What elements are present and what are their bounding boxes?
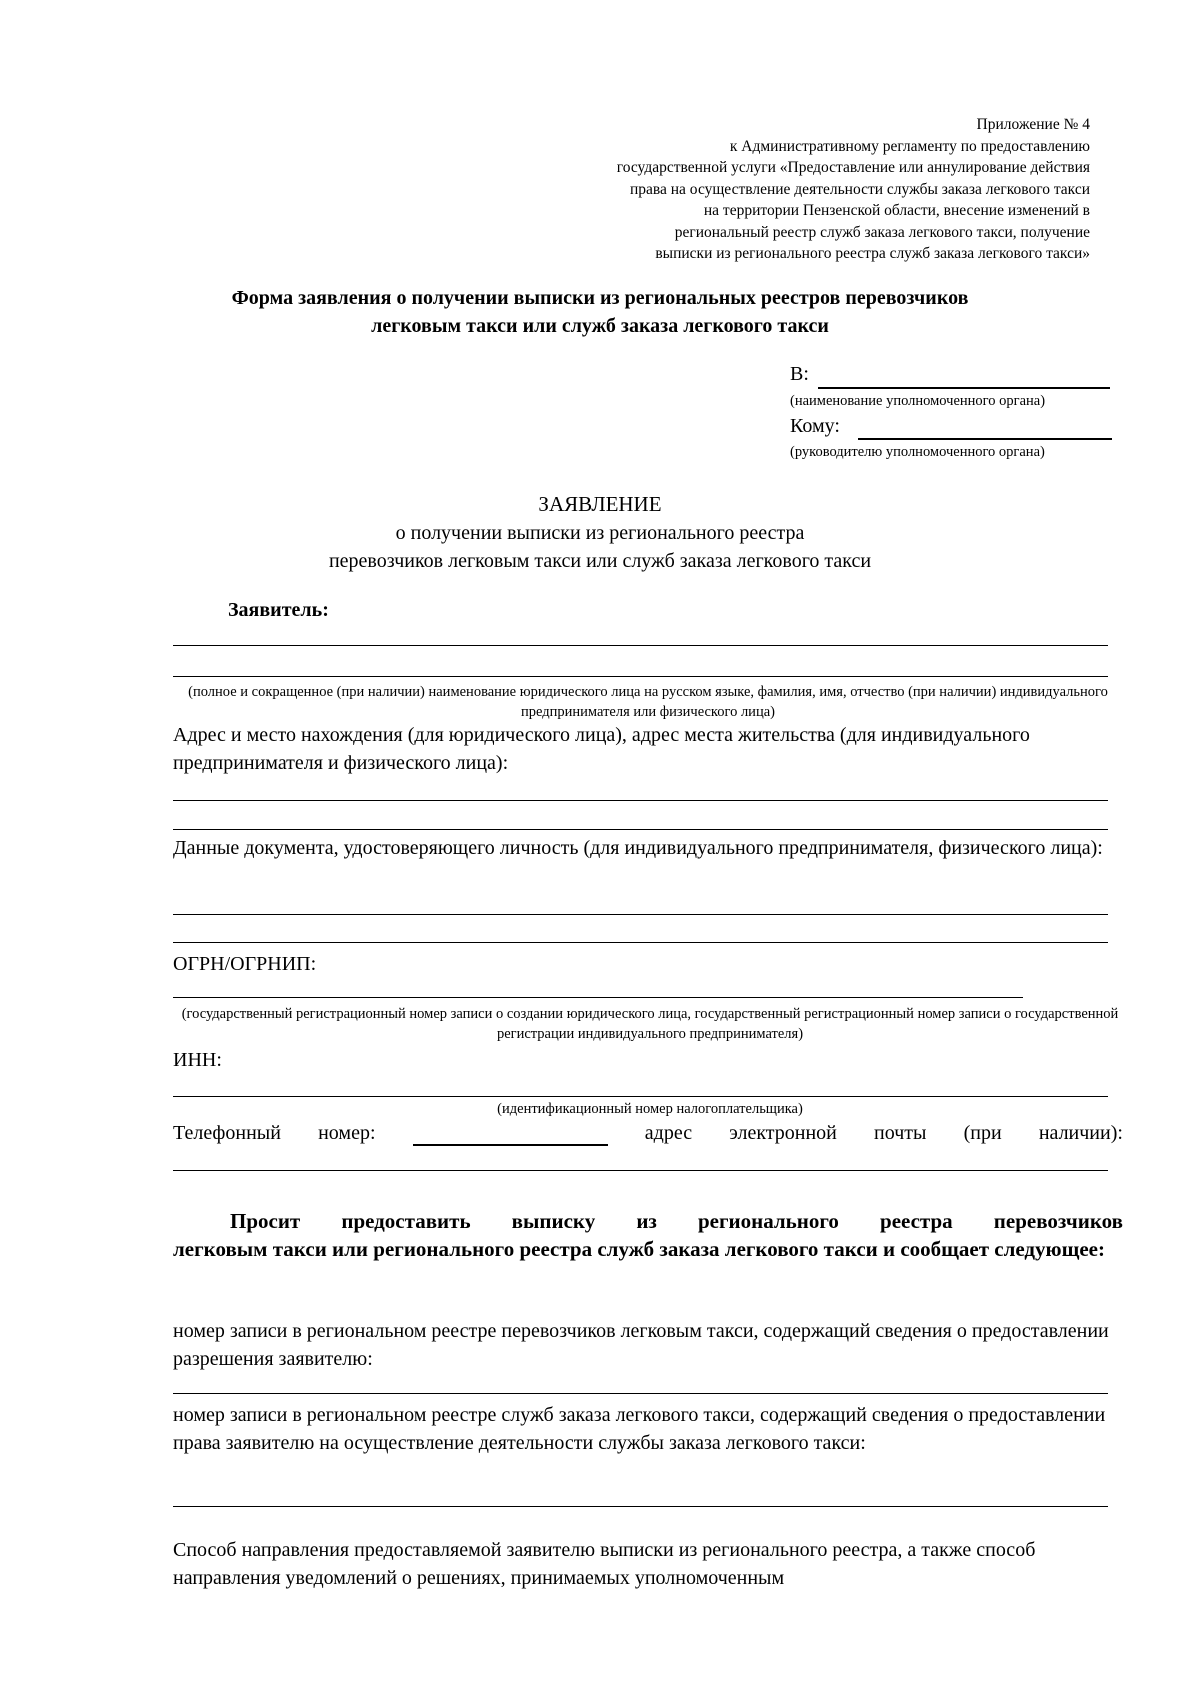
applicant-name-field[interactable] [173, 645, 1108, 646]
carrier-record-field[interactable] [173, 1393, 1108, 1394]
inn-hint: (идентификационный номер налогоплательщика) [497, 1101, 803, 1117]
request-paragraph [173, 1207, 1123, 1263]
applicant-name-hint: (полное и сокращенное (при наличии) наименование юридического лица на русском языке, фамилия, имя, отчество (при наличии) индивидуального предпринимателя или физического лица) [188, 684, 1108, 720]
id-doc-field-2[interactable] [173, 942, 1108, 943]
email-label-word: почты [874, 1122, 927, 1144]
whom-field[interactable] [858, 438, 1112, 440]
statement-subtitle-line: о получении выписки из регионального реестра [395, 522, 805, 544]
applicant-label: Заявитель: [228, 599, 329, 621]
appendix-header [490, 114, 1090, 265]
contact-row [173, 1122, 1123, 1146]
address-field[interactable] [173, 800, 1108, 801]
phone-label-word: Телефонный [173, 1122, 281, 1144]
appendix-line: к Административному регламенту по предоставлению [729, 137, 1090, 155]
dispatch-record-field[interactable] [173, 1506, 1108, 1507]
to-field[interactable] [818, 387, 1110, 389]
statement-subtitle-line: перевозчиков легковым такси или служб заказа легкового такси [328, 550, 872, 572]
email-label-word: наличии): [1038, 1122, 1123, 1144]
to-hint: (наименование уполномоченного органа) [790, 393, 1046, 409]
email-label-word: адрес [644, 1122, 693, 1144]
whom-hint: (руководителю уполномоченного органа) [790, 444, 1045, 460]
ogrn-hint: (государственный регистрационный номер записи о создании юридического лица, государственный регистрационный номер записи о государственной регистрации индивидуального предпринимателя) [181, 1006, 1119, 1042]
address-field-2[interactable] [173, 829, 1108, 830]
whom-label: Кому: [790, 415, 840, 437]
appendix-line: региональный реестр служб заказа легкового такси, получение [674, 223, 1090, 241]
statement-subtitle [170, 519, 1030, 575]
phone-field[interactable] [413, 1122, 608, 1146]
request-line-rest: легковым такси или регионального реестра служб заказа легкового такси и сообщает следующее: [173, 1237, 1105, 1261]
form-title-line: Форма заявления о получении выписки из региональных реестров перевозчиков [231, 287, 969, 309]
ogrn-field[interactable] [173, 997, 1023, 998]
inn-field[interactable] [173, 1096, 1108, 1097]
appendix-line: государственной услуги «Предоставление или аннулирование действия [616, 159, 1090, 176]
form-title [170, 284, 1030, 340]
statement-title: ЗАЯВЛЕНИЕ [538, 492, 662, 516]
applicant-name-field-2[interactable] [173, 676, 1108, 677]
appendix-line: на территории Пензенской области, внесение изменений в [703, 202, 1090, 219]
delivery-method-text: Способ направления предоставляемой заявителю выписки из регионального реестра, а также способ направления уведомлений о решениях, принимаемых уполномоченным [173, 1539, 1036, 1589]
address-label: Адрес и место нахождения (для юридического лица), адрес места жительства (для индивидуального предпринимателя и физического лица): [173, 724, 1030, 774]
email-field[interactable] [173, 1170, 1108, 1171]
appendix-line: выписки из регионального реестра служб заказа легкового такси» [655, 245, 1090, 262]
inn-label: ИНН: [173, 1049, 222, 1071]
email-label-word: электронной [729, 1122, 837, 1144]
id-doc-field[interactable] [173, 914, 1108, 915]
appendix-line: Приложение № 4 [976, 116, 1090, 133]
form-title-line: легковым такси или служб заказа легкового такси [371, 315, 829, 337]
to-label: В: [790, 363, 809, 385]
appendix-line: права на осуществление деятельности службы заказа легкового такси [629, 180, 1090, 198]
email-label-word: (при [963, 1122, 1002, 1144]
request-line-1: Просит предоставить выписку из регионального реестра перевозчиков [230, 1209, 1123, 1233]
ogrn-label: ОГРН/ОГРНИП: [173, 953, 317, 975]
id-doc-label: Данные документа, удостоверяющего личность (для индивидуального предпринимателя, физического лица): [173, 837, 1103, 859]
phone-label-word: номер: [318, 1122, 376, 1144]
carrier-record-label: номер записи в региональном реестре перевозчиков легковым такси, содержащий сведения о предоставлении разрешения заявителю: [173, 1320, 1109, 1370]
dispatch-record-label: номер записи в региональном реестре служб заказа легкового такси, содержащий сведения о предоставлении права заявителю на осуществление деятельности службы заказа легкового такси: [173, 1404, 1106, 1454]
